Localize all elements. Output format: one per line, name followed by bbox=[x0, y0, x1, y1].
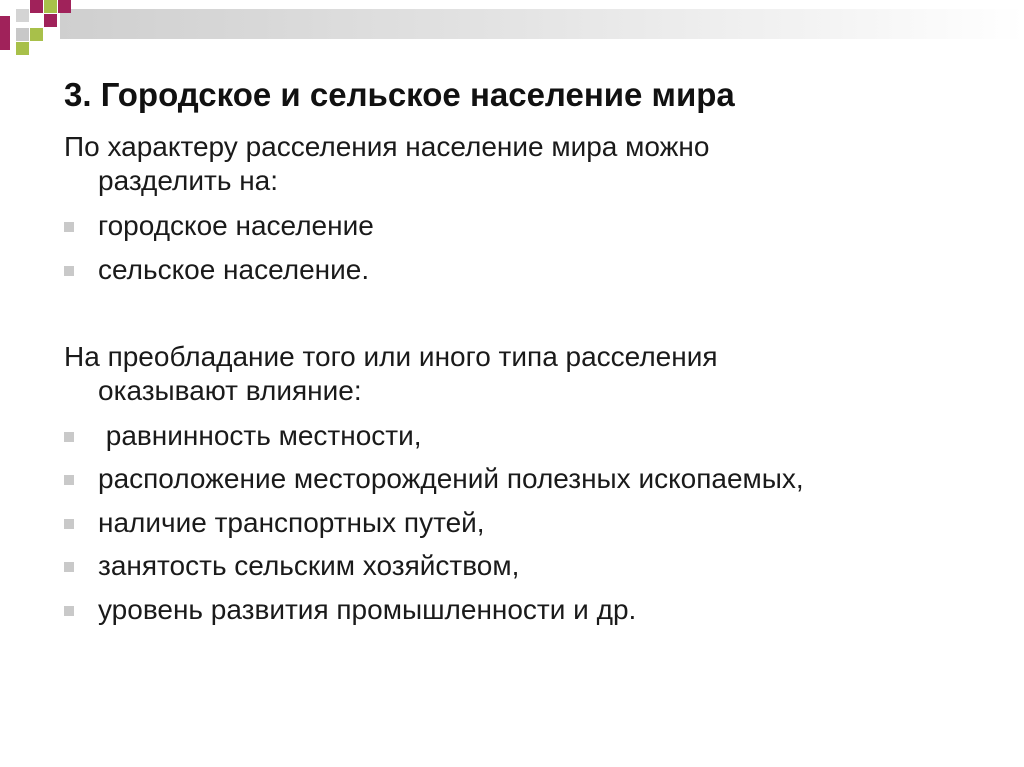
bullet-square-icon bbox=[64, 606, 74, 616]
list-item-label: наличие транспортных путей, bbox=[98, 507, 485, 538]
slide-title: 3. Городское и сельское население мира bbox=[64, 76, 735, 113]
deco-square-magenta-3 bbox=[44, 14, 57, 27]
intro-1-line-1: По характеру расселения население мира можно bbox=[64, 131, 710, 162]
list-item-label: городское население bbox=[98, 210, 374, 241]
bullet-square-icon bbox=[64, 222, 74, 232]
deco-square-gray-1 bbox=[16, 9, 29, 22]
deco-square-green-1 bbox=[44, 0, 57, 13]
bullet-square-icon bbox=[64, 519, 74, 529]
list-item-label: равнинность местности, bbox=[98, 420, 422, 451]
list-item-label: сельское население. bbox=[98, 254, 370, 285]
list-item-label: уровень развития промышленности и др. bbox=[98, 594, 637, 625]
bullet-square-icon bbox=[64, 266, 74, 276]
deco-square-green-2 bbox=[30, 28, 43, 41]
deco-square-magenta-2 bbox=[58, 0, 71, 13]
header-gradient-bar bbox=[60, 9, 1024, 39]
bullet-square-icon bbox=[64, 475, 74, 485]
deco-square-magenta-4 bbox=[0, 16, 10, 50]
bullet-square-icon bbox=[64, 432, 74, 442]
deco-square-magenta-1 bbox=[30, 0, 43, 13]
list-item-label: занятость сельским хозяйством, bbox=[98, 550, 520, 581]
deco-square-green-3 bbox=[16, 42, 29, 55]
list-item-label: расположение месторождений полезных ископаемых, bbox=[98, 463, 804, 494]
intro-paragraph-1 bbox=[64, 130, 709, 198]
deco-square-gray-2 bbox=[16, 28, 29, 41]
intro-2-line-2: оказывают влияние: bbox=[98, 375, 362, 406]
intro-2-line-1: На преобладание того или иного типа расселения bbox=[64, 341, 718, 372]
bullet-square-icon bbox=[64, 562, 74, 572]
intro-1-line-2: разделить на: bbox=[98, 165, 279, 196]
intro-paragraph-2 bbox=[64, 340, 718, 408]
